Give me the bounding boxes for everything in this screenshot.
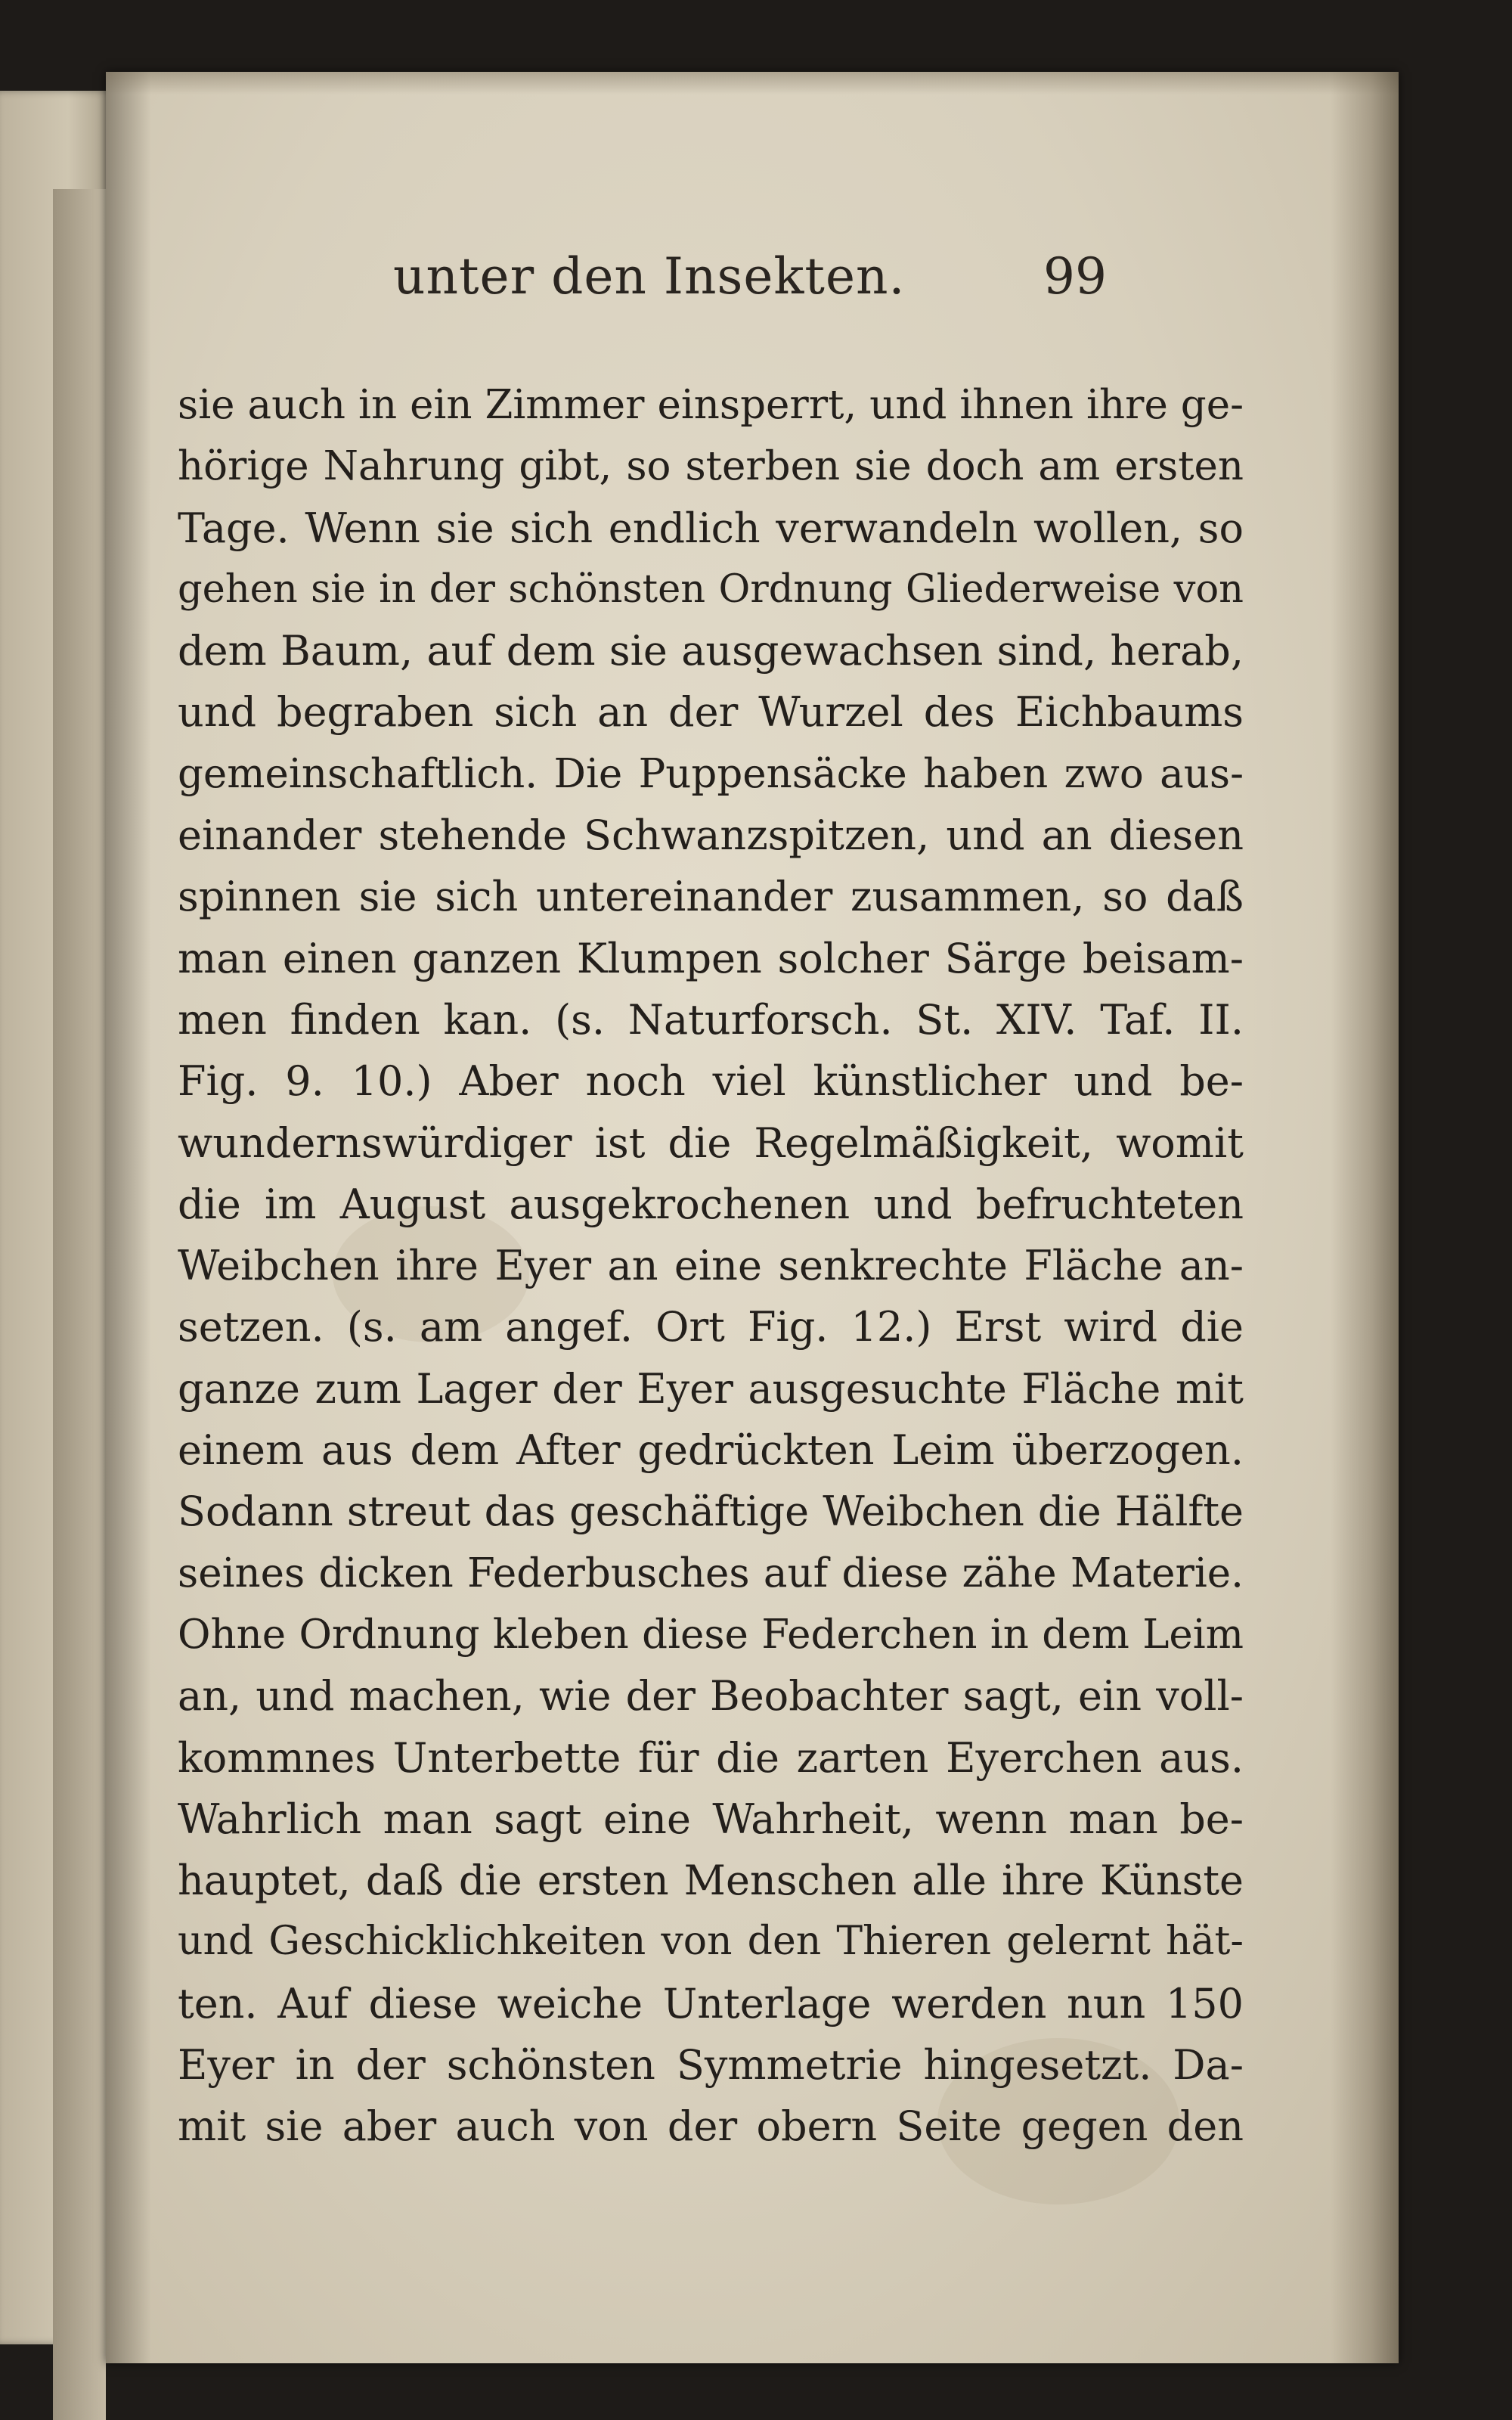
text-line: sie auch in ein Zimmer einsperrt, und ihnen ihre ge- — [178, 382, 1244, 428]
text-line: einander stehende Schwanzspitzen, und an diesen — [178, 811, 1244, 860]
text-line: ten. Auf diese weiche Unterlage werden nun 150 — [178, 1979, 1244, 2028]
running-title: unter den Insekten. — [393, 247, 906, 306]
text-line: man einen ganzen Klumpen solcher Särge beisam- — [178, 934, 1244, 982]
gutter-shadow — [106, 72, 151, 2363]
text-line: Ohne Ordnung kleben diese Federchen in dem Leim — [178, 1611, 1244, 1658]
text-line: Wahrlich man sagt eine Wahrheit, wenn man be- — [178, 1795, 1244, 1843]
running-head — [106, 247, 1399, 330]
text-line: und Geschicklichkeiten von den Thieren gelernt hät- — [178, 1919, 1244, 1965]
previous-page-edge — [0, 91, 113, 2344]
text-line: einem aus dem After gedrückten Leim überzogen. — [178, 1426, 1244, 1475]
text-line: gehen sie in der schönsten Ordnung Gliederweise von — [178, 566, 1244, 612]
text-line: mit sie aber auch von der obern Seite gegen den — [178, 2102, 1244, 2151]
text-line: seines dicken Federbusches auf diese zähe Materie. — [178, 1550, 1244, 1596]
text-line: Fig. 9. 10.) Aber noch viel künstlicher und be- — [178, 1057, 1244, 1106]
text-line: dem Baum, auf dem sie ausgewachsen sind, herab, — [178, 627, 1244, 675]
page-number: 99 — [1043, 247, 1107, 306]
text-line: an, und machen, wie der Beobachter sagt, ein voll- — [178, 1672, 1244, 1720]
text-line: kommnes Unterbette für die zarten Eyerchen aus. — [178, 1733, 1244, 1782]
text-line: Tage. Wenn sie sich endlich verwandeln wollen, so — [178, 504, 1244, 552]
page-right-edge — [1331, 72, 1399, 2363]
text-line: die im August ausgekrochenen und befruchteten — [178, 1180, 1244, 1228]
text-line: gemeinschaftlich. Die Puppensäcke haben zwo aus- — [178, 750, 1244, 797]
text-line: und begraben sich an der Wurzel des Eichbaums — [178, 688, 1244, 737]
text-line: hörige Nahrung gibt, so sterben sie doch am ersten — [178, 443, 1244, 490]
text-line: ganze zum Lager der Eyer ausgesuchte Fläche mit — [178, 1364, 1244, 1413]
book-page — [106, 72, 1399, 2363]
text-line: Weibchen ihre Eyer an eine senkrechte Fläche an- — [178, 1242, 1244, 1290]
text-line: Sodann streut das geschäftige Weibchen die Hälfte — [178, 1488, 1244, 1536]
text-line: Eyer in der schönsten Symmetrie hingesetzt. Da- — [178, 2041, 1244, 2090]
text-line: hauptet, daß die ersten Menschen alle ihre Künste — [178, 1857, 1244, 1905]
page-top-edge — [106, 72, 1399, 95]
text-line: men finden kan. (s. Naturforsch. St. XIV. Taf. II. — [178, 995, 1244, 1044]
page-stack-edge — [53, 189, 106, 2420]
text-line: spinnen sie sich untereinander zusammen, so daß — [178, 873, 1244, 921]
text-line: setzen. (s. am angef. Ort Fig. 12.) Erst wird die — [178, 1303, 1244, 1351]
text-line: wundernswürdiger ist die Regelmäßigkeit, womit — [178, 1118, 1244, 1167]
body-text — [178, 374, 1244, 2158]
